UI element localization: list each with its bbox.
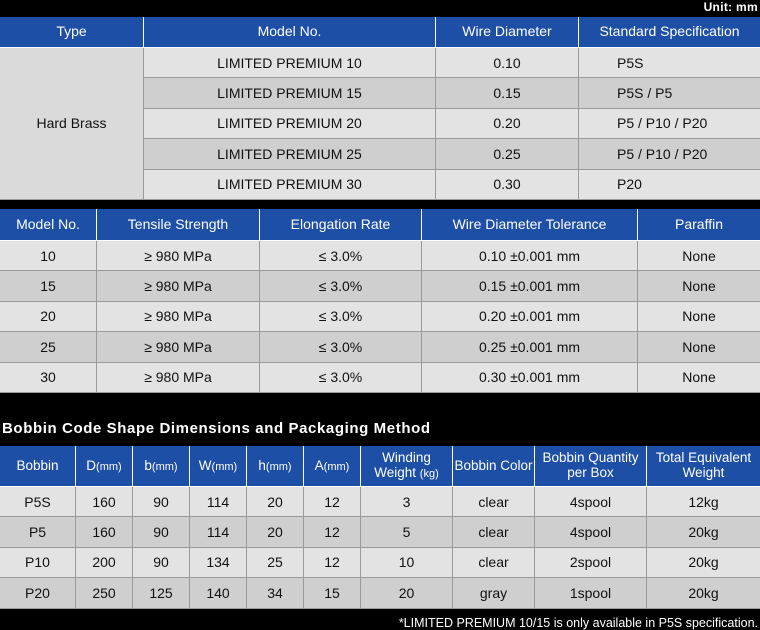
tensile-cell: ≥ 980 MPa <box>97 332 260 362</box>
winding-weight-cell: 20 <box>361 578 453 608</box>
color-cell: clear <box>453 548 535 578</box>
table-row <box>0 48 760 78</box>
color-cell: clear <box>453 487 535 517</box>
unit-label: Unit: mm <box>703 0 758 14</box>
spec-cell: P5S / P5 <box>579 78 760 108</box>
w-cell: 140 <box>190 578 247 608</box>
model-no-cell: 25 <box>0 332 97 362</box>
quantity-cell: 4spool <box>535 517 647 547</box>
paraffin-cell: None <box>638 363 760 393</box>
winding-weight-cell: 10 <box>361 548 453 578</box>
spec-cell: P20 <box>579 170 760 200</box>
elongation-cell: ≤ 3.0% <box>260 363 422 393</box>
tolerance-cell: 0.25 ±0.001 mm <box>422 332 638 362</box>
elongation-cell: ≤ 3.0% <box>260 302 422 332</box>
material-type-cell: Hard Brass <box>0 48 144 200</box>
h-cell: 20 <box>247 517 304 547</box>
b-cell: 90 <box>133 487 190 517</box>
header-bobbin: Bobbin <box>0 446 76 487</box>
footnote: *LIMITED PREMIUM 10/15 is only available in P5S specification. <box>398 616 758 630</box>
header-type: Type <box>0 17 144 48</box>
table-row <box>0 578 760 608</box>
bobbin-table <box>0 446 760 609</box>
color-cell: clear <box>453 517 535 547</box>
winding-weight-cell: 5 <box>361 517 453 547</box>
table-row <box>0 517 760 547</box>
header-b: b(mm) <box>133 446 190 487</box>
a-cell: 15 <box>304 578 361 608</box>
tensile-cell: ≥ 980 MPa <box>97 271 260 301</box>
quantity-cell: 1spool <box>535 578 647 608</box>
total-weight-cell: 20kg <box>647 578 760 608</box>
table-header-row <box>0 209 760 241</box>
header-model-no: Model No. <box>0 209 97 241</box>
paraffin-cell: None <box>638 302 760 332</box>
model-table <box>0 17 760 200</box>
a-cell: 12 <box>304 517 361 547</box>
d-cell: 160 <box>76 487 133 517</box>
diameter-cell: 0.20 <box>436 109 579 139</box>
table-header-row <box>0 17 760 48</box>
d-cell: 200 <box>76 548 133 578</box>
spec-cell: P5S <box>579 48 760 78</box>
model-no-cell: 30 <box>0 363 97 393</box>
h-cell: 25 <box>247 548 304 578</box>
table-row <box>0 363 760 393</box>
bobbin-cell: P20 <box>0 578 76 608</box>
a-cell: 12 <box>304 548 361 578</box>
winding-weight-cell: 3 <box>361 487 453 517</box>
paraffin-cell: None <box>638 241 760 271</box>
total-weight-cell: 20kg <box>647 548 760 578</box>
model-cell: LIMITED PREMIUM 30 <box>144 170 436 200</box>
tensile-cell: ≥ 980 MPa <box>97 241 260 271</box>
model-cell: LIMITED PREMIUM 20 <box>144 109 436 139</box>
model-no-cell: 15 <box>0 271 97 301</box>
d-cell: 160 <box>76 517 133 547</box>
diameter-cell: 0.10 <box>436 48 579 78</box>
elongation-cell: ≤ 3.0% <box>260 332 422 362</box>
header-model-no: Model No. <box>144 17 436 48</box>
header-wire-diameter: Wire Diameter <box>436 17 579 48</box>
paraffin-cell: None <box>638 332 760 362</box>
diameter-cell: 0.25 <box>436 139 579 169</box>
bobbin-cell: P10 <box>0 548 76 578</box>
header-bobbin-quantity: Bobbin Quantity per Box <box>535 446 647 487</box>
w-cell: 114 <box>190 517 247 547</box>
diameter-cell: 0.30 <box>436 170 579 200</box>
spec-cell: P5 / P10 / P20 <box>579 139 760 169</box>
tolerance-cell: 0.20 ±0.001 mm <box>422 302 638 332</box>
total-weight-cell: 12kg <box>647 487 760 517</box>
h-cell: 20 <box>247 487 304 517</box>
elongation-cell: ≤ 3.0% <box>260 241 422 271</box>
a-cell: 12 <box>304 487 361 517</box>
table-row <box>0 548 760 578</box>
header-elongation-rate: Elongation Rate <box>260 209 422 241</box>
b-cell: 125 <box>133 578 190 608</box>
tolerance-cell: 0.10 ±0.001 mm <box>422 241 638 271</box>
header-bobbin-color: Bobbin Color <box>453 446 535 487</box>
table-row <box>0 302 760 332</box>
header-paraffin: Paraffin <box>638 209 760 241</box>
model-cell: LIMITED PREMIUM 15 <box>144 78 436 108</box>
header-total-weight: Total Equivalent Weight <box>647 446 760 487</box>
model-no-cell: 10 <box>0 241 97 271</box>
section-title: Bobbin Code Shape Dimensions and Packaging Method <box>2 420 431 437</box>
header-d: D(mm) <box>76 446 133 487</box>
h-cell: 34 <box>247 578 304 608</box>
color-cell: gray <box>453 578 535 608</box>
total-weight-cell: 20kg <box>647 517 760 547</box>
diameter-cell: 0.15 <box>436 78 579 108</box>
w-cell: 134 <box>190 548 247 578</box>
b-cell: 90 <box>133 517 190 547</box>
tolerance-cell: 0.30 ±0.001 mm <box>422 363 638 393</box>
tensile-cell: ≥ 980 MPa <box>97 363 260 393</box>
table-row <box>0 487 760 517</box>
header-wire-diameter-tolerance: Wire Diameter Tolerance <box>422 209 638 241</box>
quantity-cell: 4spool <box>535 487 647 517</box>
header-winding-weight: Winding Weight (kg) <box>361 446 453 487</box>
table-row <box>0 332 760 362</box>
header-h: h(mm) <box>247 446 304 487</box>
model-cell: LIMITED PREMIUM 10 <box>144 48 436 78</box>
header-tensile-strength: Tensile Strength <box>97 209 260 241</box>
table-row <box>0 241 760 271</box>
bobbin-cell: P5S <box>0 487 76 517</box>
model-no-cell: 20 <box>0 302 97 332</box>
quantity-cell: 2spool <box>535 548 647 578</box>
w-cell: 114 <box>190 487 247 517</box>
tolerance-cell: 0.15 ±0.001 mm <box>422 271 638 301</box>
tensile-cell: ≥ 980 MPa <box>97 302 260 332</box>
model-cell: LIMITED PREMIUM 25 <box>144 139 436 169</box>
d-cell: 250 <box>76 578 133 608</box>
b-cell: 90 <box>133 548 190 578</box>
table-header-row <box>0 446 760 487</box>
bobbin-cell: P5 <box>0 517 76 547</box>
header-w: W(mm) <box>190 446 247 487</box>
spec-cell: P5 / P10 / P20 <box>579 109 760 139</box>
header-a: A(mm) <box>304 446 361 487</box>
table-row <box>0 271 760 301</box>
paraffin-cell: None <box>638 271 760 301</box>
properties-table <box>0 209 760 393</box>
elongation-cell: ≤ 3.0% <box>260 271 422 301</box>
header-standard-specification: Standard Specification <box>579 17 760 48</box>
